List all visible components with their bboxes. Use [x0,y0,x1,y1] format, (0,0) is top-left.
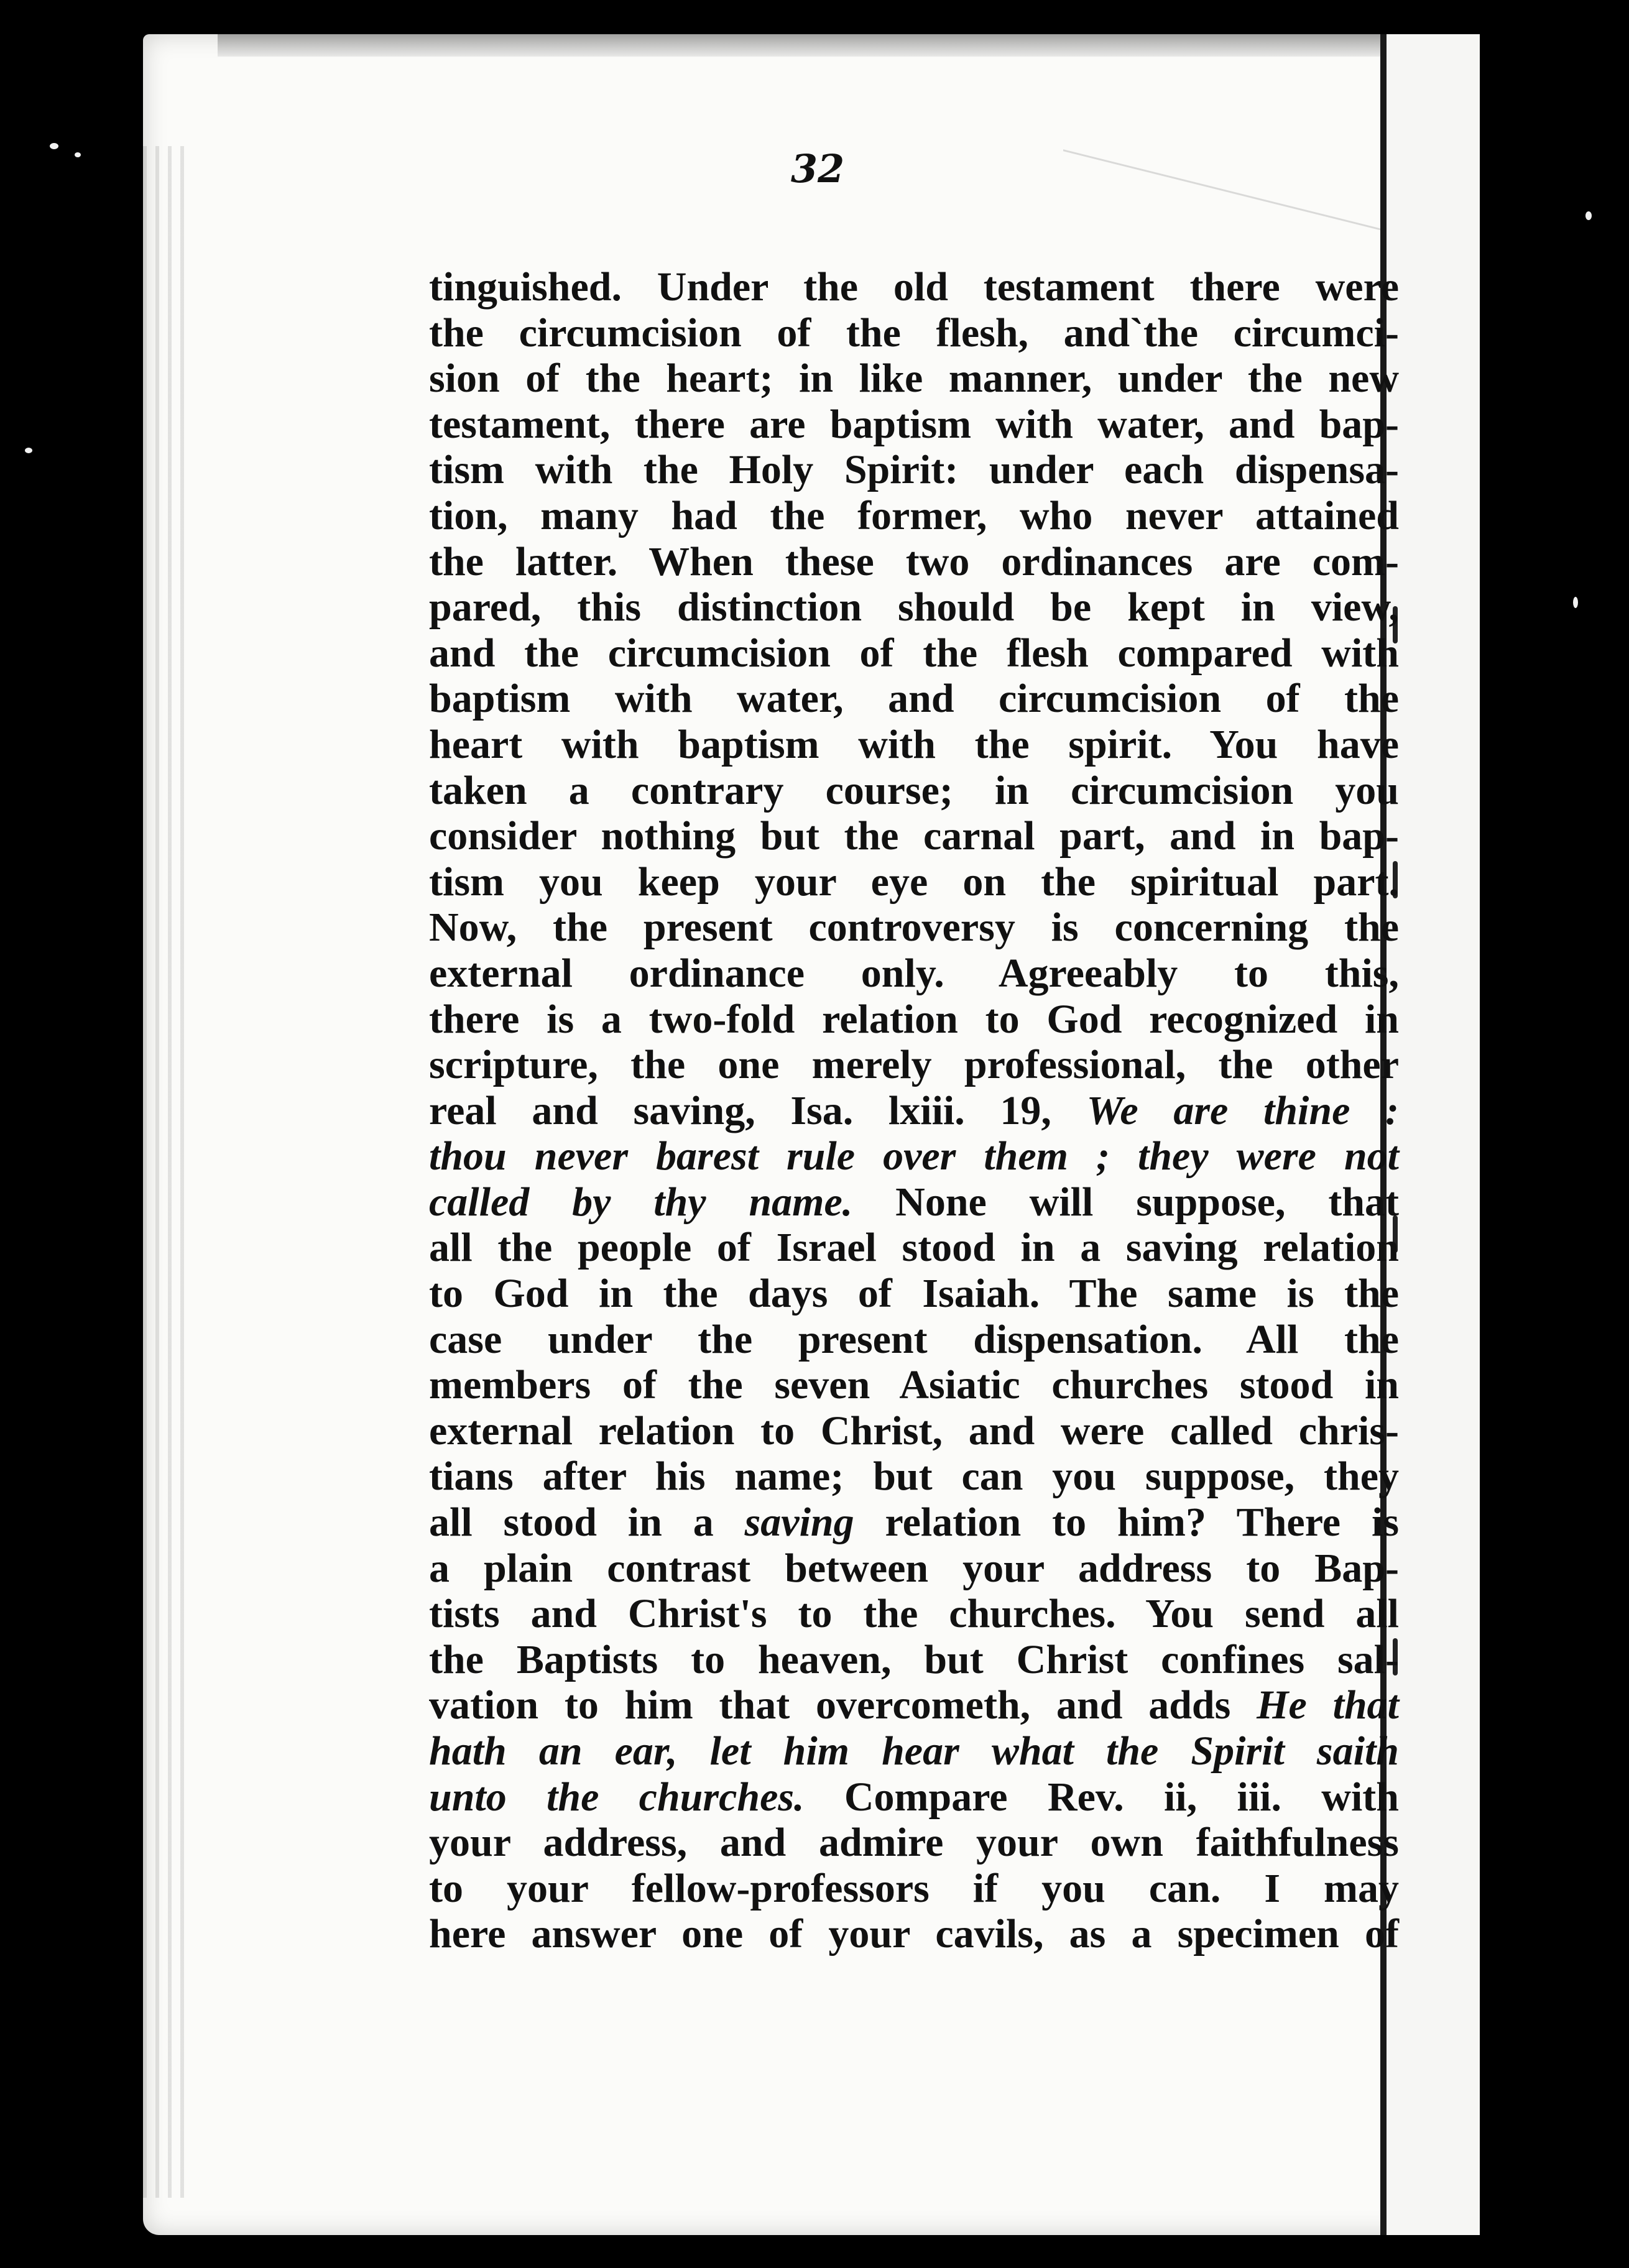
text-line [429,1225,1399,1271]
text-line [429,1454,1399,1500]
text-segment: members of the seven Asiatic churches stood in [429,1362,1399,1408]
text-segment: scripture, the one merely professional, the other [429,1042,1399,1088]
text-segment: to God in the days of Isaiah. The same is the [429,1271,1399,1317]
text-segment: None will suppose, that [852,1179,1399,1225]
margin-speck [50,143,58,149]
text-line [429,1774,1399,1820]
text-line [429,1271,1399,1317]
margin-speck [1585,211,1592,220]
text-line [429,859,1399,905]
text-segment: case under the present dispensation. All the [429,1316,1399,1362]
text-segment: there is a two-fold relation to God recognized in [429,996,1399,1042]
text-segment: real and saving, Isa. lxiii. 19, [429,1087,1087,1133]
text-segment: Compare Rev. ii, iii. with [804,1774,1399,1820]
text-line [429,1546,1399,1592]
text-line [429,264,1399,310]
text-line [429,951,1399,997]
text-segment: and the circumcision of the flesh compared with [429,630,1399,676]
text-segment: sion of the heart; in like manner, under the new [429,356,1399,402]
text-line [429,676,1399,722]
text-line [429,1500,1399,1546]
italic-segment: unto the churches. [429,1774,805,1820]
text-segment: heart with baptism with the spirit. You have [429,721,1399,767]
text-segment: testament, there are baptism with water, and bap- [429,401,1399,447]
text-segment: all the people of Israel stood in a saving relation [429,1225,1399,1271]
italic-segment: hath an ear, let him hear what the Spirit saith [429,1728,1399,1774]
text-segment: the latter. When these two ordinances are com- [429,538,1399,584]
text-line [429,905,1399,951]
margin-speck [25,448,32,453]
margin-speck [1573,597,1578,608]
margin-speck [75,152,81,157]
text-line [429,1866,1399,1912]
text-line [429,447,1399,493]
text-line [429,584,1399,630]
text-segment: tians after his name; but can you suppose, they [429,1454,1399,1500]
italic-segment: We are thine : [1086,1087,1400,1133]
text-segment: baptism with water, and circumcision of the [429,676,1399,722]
text-line [429,813,1399,859]
text-segment: here answer one of your cavils, as a specimen of [429,1911,1399,1957]
text-line [429,1362,1399,1408]
text-segment: external relation to Christ, and were called chris- [429,1408,1399,1454]
text-segment: the Baptists to heaven, but Christ confines sal- [429,1636,1399,1682]
page-top-edge [218,34,1474,57]
text-line [429,310,1399,356]
text-line [429,539,1399,585]
text-line [429,356,1399,402]
text-segment: external ordinance only. Agreeably to this, [429,950,1399,996]
text-segment: a plain contrast between your address to Bap- [429,1545,1399,1591]
text-line [429,1408,1399,1454]
text-line [429,1042,1399,1088]
text-line [429,402,1399,448]
text-line [429,722,1399,768]
text-segment: tism with the Holy Spirit: under each dispensa- [429,447,1399,493]
text-line [429,630,1399,676]
text-segment: vation to him that overcometh, and adds [429,1682,1257,1728]
page-left-edge [143,146,187,2198]
text-line [429,1911,1399,1957]
text-segment: pared, this distinction should be kept in view, [429,584,1399,630]
italic-segment: He that [1257,1682,1399,1728]
text-segment: tists and Christ's to the churches. You send all [429,1591,1399,1637]
italic-segment: saving [744,1500,854,1546]
text-segment: relation to him? There is [854,1500,1399,1546]
text-segment: consider nothing but the carnal part, and in bap- [429,813,1399,859]
text-segment: tinguished. Under the old testament there were [429,264,1399,310]
text-line [429,997,1399,1043]
text-line [429,493,1399,539]
text-line [429,1088,1399,1134]
italic-segment: thou never barest rule over them ; they were not [429,1133,1399,1179]
text-line [429,1637,1399,1683]
text-segment: all stood in a [429,1500,745,1546]
text-segment: to your fellow-professors if you can. I may [429,1865,1399,1911]
text-segment: your address, and admire your own faithfulness [429,1820,1399,1866]
text-segment: tism you keep your eye on the spiritual part. [429,859,1399,905]
text-line [429,1591,1399,1637]
text-segment: taken a contrary course; in circumcision you [429,767,1399,813]
text-line [429,1179,1399,1225]
text-line [429,1682,1399,1728]
text-segment: the circumcision of the flesh, and`the circumci- [429,310,1399,356]
text-line [429,1820,1399,1866]
text-line [429,768,1399,814]
text-line [429,1133,1399,1179]
italic-segment: called by thy name. [429,1179,853,1225]
text-line [429,1317,1399,1363]
body-text [429,264,1399,1957]
page-number: 32 [790,146,845,191]
text-segment: Now, the present controversy is concerning the [429,905,1399,951]
text-line [429,1728,1399,1774]
text-segment: tion, many had the former, who never attained [429,492,1399,538]
